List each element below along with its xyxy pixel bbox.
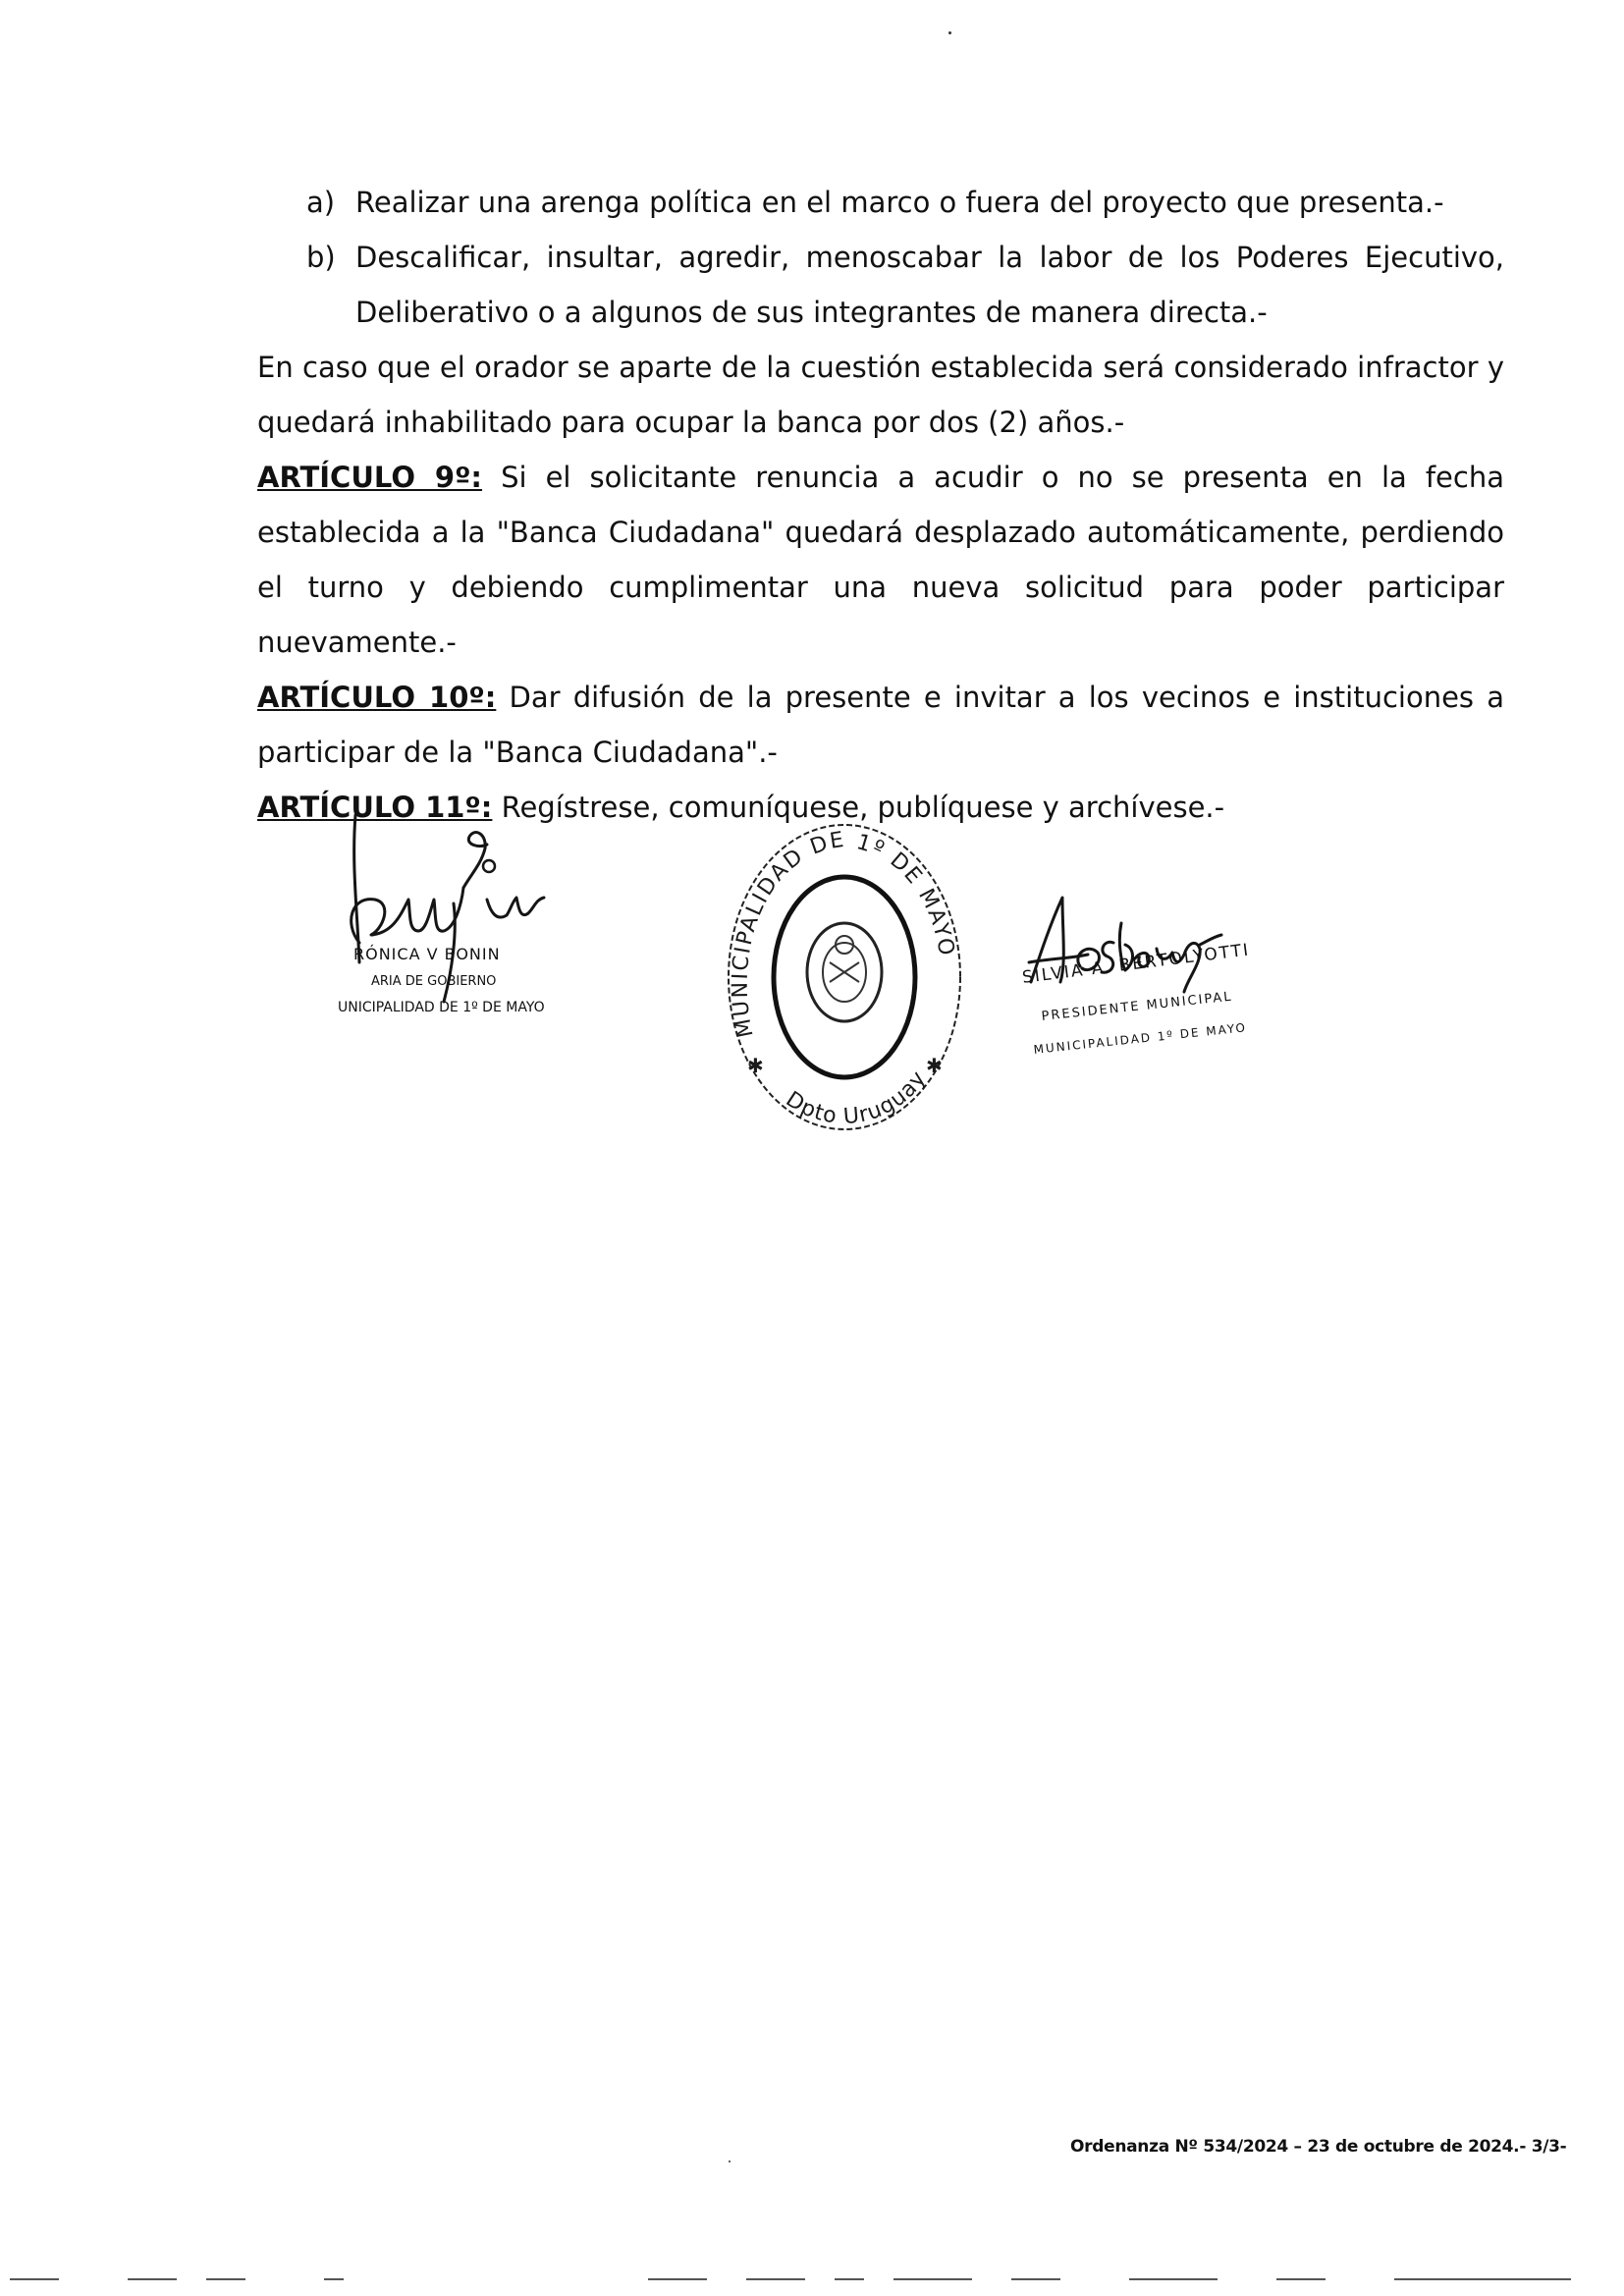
list-item-text: Realizar una arenga política en el marco o fuera del proyecto que presenta.-: [355, 186, 1444, 219]
infractor-paragraph: En caso que el orador se aparte de la cuestión establecida será considerado infractor y quedará inhabilitado para ocupar la banca por dos (2) años.-: [257, 351, 1504, 439]
signer-role: ARIA DE GOBIERNO: [371, 974, 497, 989]
stamp-ring-top: MUNICIPALIDAD DE 1º DE MAYO: [728, 827, 959, 1040]
scan-speck: [729, 2160, 731, 2162]
signer-name: RÓNICA V BONIN: [353, 945, 501, 963]
stamp-ring-bottom: Dpto Uruguay: [781, 1066, 932, 1130]
article-text: Dar difusión de la presente e invitar a los vecinos e instituciones a participar de la "Banca Ciudadana".-: [257, 681, 1504, 769]
svg-text:MUNICIPALIDAD DE 1º DE MAYO: [729, 828, 959, 1040]
article-text: Si el solicitante renuncia a acudir o no se presenta en la fecha establecida a la "Banca Ciudadana" quedará desplazado automáticamente, perdiendo el turno y debiendo cumplimentar una nueva solicitud para poder participar nuevamente.-: [257, 461, 1504, 659]
signer-role: PRESIDENTE MUNICIPAL: [1041, 989, 1234, 1024]
handwritten-signature-right: [1011, 884, 1316, 1002]
scan-speck: [948, 31, 951, 34]
article-heading: ARTÍCULO 11º:: [257, 791, 493, 824]
article-10: [257, 670, 1504, 780]
list-item-b: [257, 230, 1504, 340]
list-marker: b): [306, 241, 336, 274]
official-stamp: [722, 815, 967, 1139]
article-9: [257, 450, 1504, 670]
page-footer: Ordenanza Nº 534/2024 – 23 de octubre de 2024.- 3/3-: [1070, 2137, 1567, 2157]
article-heading: ARTÍCULO 10º:: [257, 681, 497, 714]
list-item-text: Descalificar, insultar, agredir, menoscabar la labor de los Poderes Ejecutivo, Deliberativo o a algunos de sus integrantes de manera directa.-: [355, 241, 1504, 329]
list-item-a: [257, 175, 1504, 230]
article-heading: ARTÍCULO 9º:: [257, 461, 483, 494]
signature-right: [1011, 884, 1316, 1100]
star-icon: ✱: [747, 1054, 764, 1077]
signer-name: SILVIA A. BERTOLYOTTI: [1021, 940, 1252, 988]
document-body: [257, 175, 1504, 835]
stamp-seal: [722, 815, 967, 1139]
signature-left: [324, 805, 619, 1041]
star-icon: ✱: [926, 1054, 943, 1077]
scan-artifact-line: [0, 2276, 1624, 2282]
signer-org: MUNICIPALIDAD 1º DE MAYO: [1033, 1020, 1248, 1057]
list-marker: a): [306, 186, 336, 219]
article-text: Regístrese, comuníquese, publíquese y archívese.-: [492, 791, 1225, 824]
signer-org: UNICIPALIDAD DE 1º DE MAYO: [338, 1000, 545, 1015]
